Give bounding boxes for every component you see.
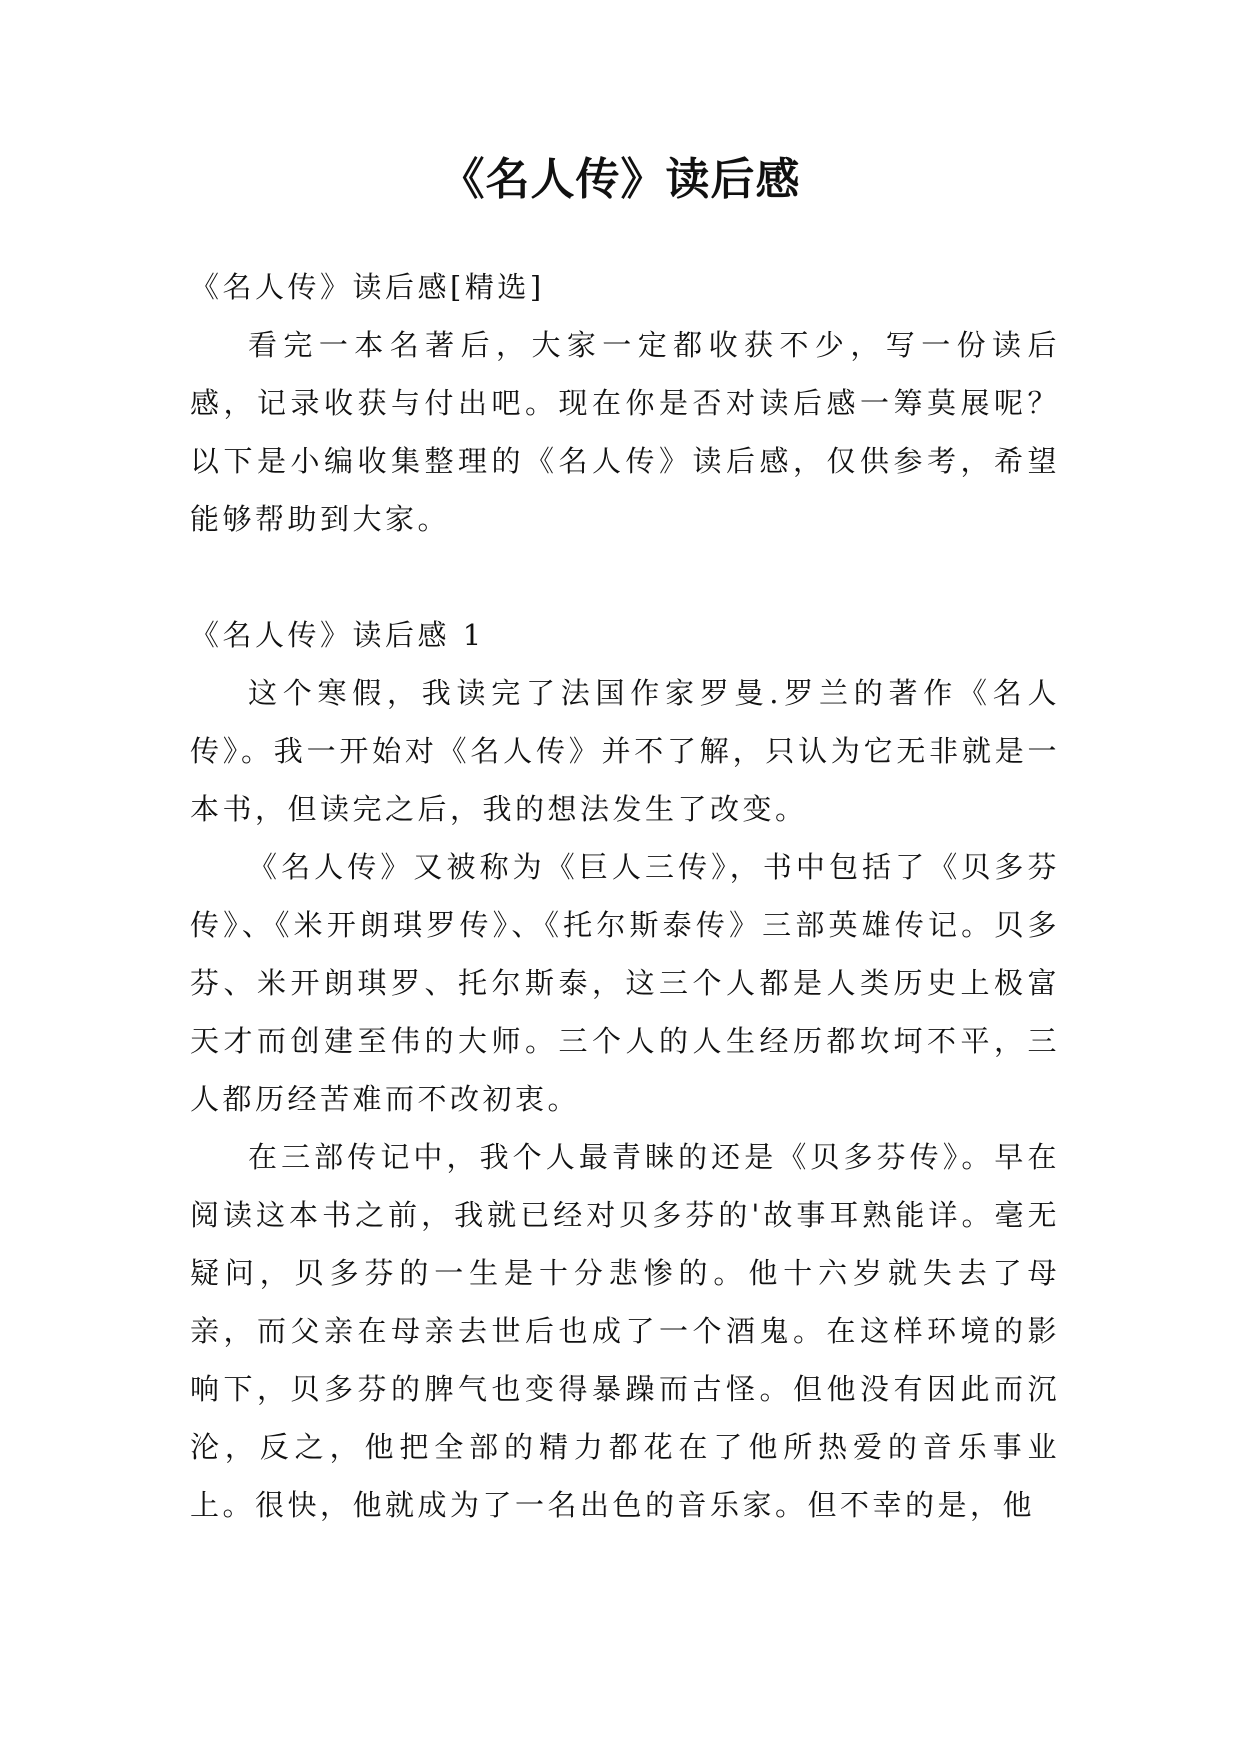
- body-paragraph: 《名人传》又被称为《巨人三传》，书中包括了《贝多芬传》、《米开朗琪罗传》、《托尔斯泰传》三部英雄传记。贝多芬、米开朗琪罗、托尔斯泰，这三个人都是人类历史上极富天才而创建至伟的大师。三个人的人生经历都坎坷不平，三人都历经苦难而不改初衷。: [190, 850, 1060, 1116]
- section-spacer: [190, 548, 1060, 606]
- document-body: [190, 258, 1060, 1534]
- body-paragraph: 在三部传记中，我个人最青睐的还是《贝多芬传》。早在阅读这本书之前，我就已经对贝多芬的'故事耳熟能详。毫无疑问，贝多芬的一生是十分悲惨的。他十六岁就失去了母亲，而父亲在母亲去世后也成了一个酒鬼。在这样环境的影响下，贝多芬的脾气也变得暴躁而古怪。但他没有因此而沉沦，反之，他把全部的精力都花在了他所热爱的音乐事业上。很快，他就成为了一名出色的音乐家。但不幸的是，他: [190, 1140, 1060, 1522]
- intro-paragraph: 看完一本名著后，大家一定都收获不少，写一份读后感，记录收获与付出吧。现在你是否对读后感一筹莫展呢？以下是小编收集整理的《名人传》读后感，仅供参考，希望能够帮助到大家。: [190, 328, 1060, 536]
- document-title: 《名人传》读后感: [440, 154, 801, 205]
- body-paragraph: 这个寒假，我读完了法国作家罗曼.罗兰的著作《名人传》。我一开始对《名人传》并不了解，只认为它无非就是一本书，但读完之后，我的想法发生了改变。: [190, 676, 1060, 826]
- intro-heading: 《名人传》读后感[精选]: [190, 270, 545, 304]
- section-heading: 《名人传》读后感 1: [190, 618, 485, 652]
